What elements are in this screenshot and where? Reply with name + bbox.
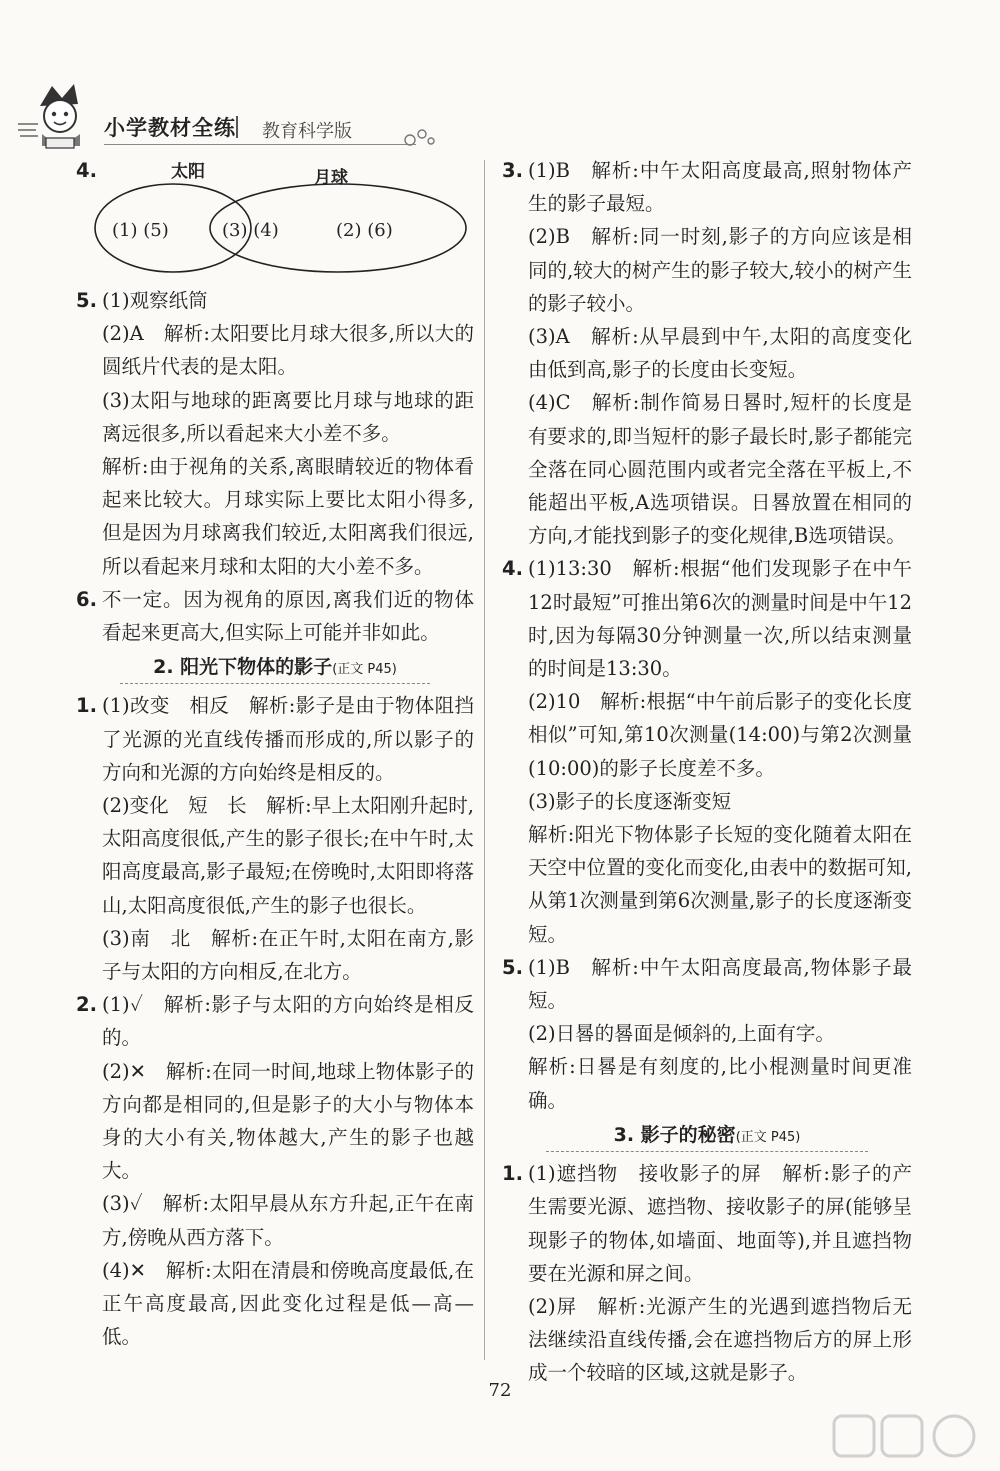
header-swirl-icon (400, 124, 440, 150)
answer-line: (1)观察纸筒 (102, 289, 208, 312)
answer-line: (2)✕ 解析:在同一时间,地球上物体影子的方向都是相同的,但是影子的大小与物体本身的大小有关,物体越大,产生的影子也越大。 (102, 1059, 474, 1183)
answer-line: (3)太阳与地球的距离要比月球与地球的距离远很多,所以看起来大小差不多。 (102, 388, 474, 445)
section-title-text: 3. 影子的秘密 (613, 1123, 736, 1146)
moon-label: 月球 (314, 168, 348, 188)
answer-line: (4)✕ 解析:太阳在清晨和傍晚高度最低,在正午高度最高,因此变化过程是低—高—低。 (102, 1258, 474, 1349)
question-number: 5. (76, 289, 97, 312)
answer-line: (1)B 解析:中午太阳高度最高,照射物体产生的影子最短。 (528, 159, 912, 216)
question-number: 4. (502, 557, 523, 581)
answer-line: (2)10 解析:根据“中午前后影子的变化长度相似”可知,第10次测量(14:00)与第2次测量(10:00)的影子长度差不多。 (528, 690, 912, 780)
moon-only-set: (2) (6) (336, 220, 393, 241)
sun-only-set: (1) (5) (112, 220, 169, 241)
section-page-ref: (正文 P45) (735, 1129, 801, 1145)
question-number: 6. (76, 587, 97, 611)
answer-line: (1)B 解析:中午太阳高度最高,物体影子最短。 (528, 955, 912, 1013)
page-header (0, 0, 1000, 160)
answer-line: 解析:由于视角的关系,离眼睛较近的物体看起来比较大。月球实际上要比太阳小得多,但是因为月球离我们较近,太阳离我们很远,所以看起来月球和太阳的大小差不多。 (102, 455, 474, 578)
section-underline (120, 683, 430, 684)
s3-answer-1 (502, 1157, 912, 1290)
answer-line: (4)C 解析:制作简易日晷时,短杆的长度是有要求的,即当短杆的影子最长时,影子都能完全落在同心圆范围内或者完全落在平板上,不能超出平板,A选项错误。日晷放置在相同的方向,才能找到影子的变化规律,B选项错误。 (528, 391, 912, 548)
answer-line: (3)✓ 解析:太阳早晨从东方升起,正午在南方,傍晚从西方落下。 (102, 1192, 474, 1249)
answer-line: (1)13:30 解析:根据“他们发现影子在中午12时最短”可推出第6次的测量时间是中午12时,因为每隔30分钟测量一次,所以结束测量的时间是13:30。 (528, 557, 913, 681)
venn-diagram-question (76, 154, 474, 284)
answer-line: (3)A 解析:从早晨到中午,太阳的高度变化由低到高,影子的长度由长变短。 (528, 325, 912, 382)
question-number: 5. (502, 955, 523, 979)
column-divider (484, 160, 485, 1360)
book-title: 小学教材全练 (104, 116, 236, 140)
answer-line: (2)A 解析:太阳要比月球大很多,所以大的圆纸片代表的是太阳。 (102, 322, 474, 379)
left-column (76, 154, 474, 1354)
header-separator (236, 116, 238, 138)
right-column (502, 154, 912, 1390)
answer-line: (1)遮挡物 接收影子的屏 解析:影子的产生需要光源、遮挡物、接收影子的屏(能够呈现影子的物体,如墙面、地面等),并且遮挡物要在光源和屏之间。 (528, 1162, 912, 1285)
question-number: 2. (76, 993, 97, 1017)
answer-line: (2)屏 解析:光源产生的光遇到遮挡物后无法继续沿直线传播,会在遮挡物后方的屏上形成一个较暗的区域,这就是影子。 (528, 1294, 912, 1385)
section-underline (546, 1151, 868, 1152)
mascot-logo-icon (18, 80, 100, 152)
answer-line: (2)日晷的晷面是倾斜的,上面有字。 (528, 1022, 835, 1046)
intersection-set: (3) (4) (222, 220, 279, 241)
answer-line: 解析:阳光下物体影子长短的变化随着太阳在天空中位置的变化而变化,由表中的数据可知,从第1次测量到第6次测量,影子的长度逐渐变短。 (528, 823, 912, 946)
header-rule (104, 144, 416, 145)
edition-label: 教育科学版 (262, 121, 352, 142)
answer-line: (2)变化 短 长 解析:早上太阳刚升起时,太阳高度很低,产生的影子很长;在中午时,太阳高度最高,影子最短;在傍晚时,太阳即将落山,太阳高度很低,产生的影子也很长。 (102, 794, 474, 917)
answer-line: (1)✓ 解析:影子与太阳的方向始终是相反的。 (102, 993, 474, 1050)
answer-5 (502, 951, 912, 1017)
answer-line: (3)影子的长度逐渐变短 (528, 789, 732, 813)
answer-line: (1)改变 相反 解析:影子是由于物体阻挡了光源的光直线传播而形成的,所以影子的方向和光源的方向始终是相反的。 (102, 694, 474, 784)
answer-line: (3)南 北 解析:在正午时,太阳在南方,影子与太阳的方向相反,在北方。 (102, 926, 474, 984)
question-number: 4. (76, 159, 97, 182)
section-title-2 (76, 651, 474, 686)
sun-label: 太阳 (171, 162, 205, 182)
answer-5 (76, 284, 474, 317)
s2-answer-2 (76, 988, 474, 1054)
question-number: 3. (502, 159, 523, 182)
question-number: 1. (76, 694, 97, 718)
answer-4 (502, 552, 912, 685)
answer-line: 解析:日晷是有刻度的,比小棍测量时间更准确。 (528, 1055, 912, 1112)
answer-line: 不一定。因为视角的原因,离我们近的物体看起来更高大,但实际上可能并非如此。 (102, 587, 474, 645)
answer-line: (2)B 解析:同一时刻,影子的方向应该是相同的,较大的树产生的影子较大,较小的树产生的影子较小。 (528, 225, 912, 315)
watermark-logo-icon (832, 1412, 982, 1464)
s2-answer-1 (76, 689, 474, 789)
answer-6 (76, 583, 474, 649)
question-number: 1. (502, 1162, 523, 1186)
section-title-3 (502, 1119, 912, 1154)
answer-3 (502, 154, 912, 220)
section-page-ref: (正文 P45) (332, 662, 397, 678)
page-number: 72 (488, 1380, 512, 1401)
section-title-text: 2. 阳光下物体的影子 (153, 656, 333, 679)
